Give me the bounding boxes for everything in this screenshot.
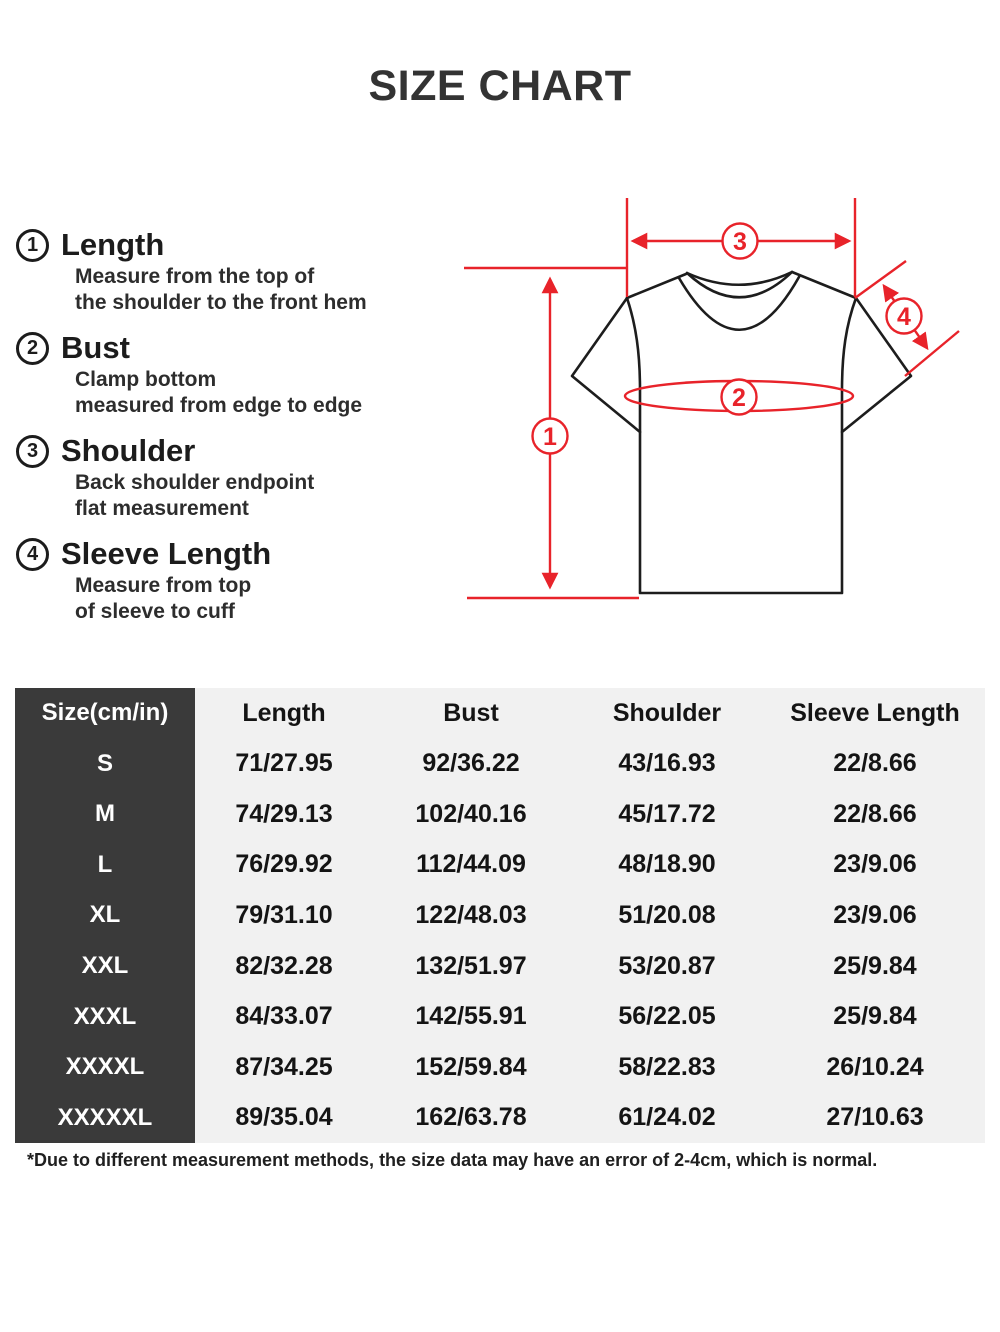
collar-back-arc bbox=[687, 272, 792, 285]
instruction-desc: Clamp bottom measured from edge to edge bbox=[75, 368, 363, 417]
size-cell: XXXXXL bbox=[15, 1092, 195, 1143]
size-cell: XXXXL bbox=[15, 1042, 195, 1093]
body-outline bbox=[627, 298, 856, 593]
instruction-shoulder bbox=[16, 432, 446, 522]
header-cell-sleeve-length: Sleeve Length bbox=[790, 698, 960, 727]
diagram-labels bbox=[533, 224, 922, 454]
table-cell: 76/29.92 bbox=[235, 850, 333, 879]
table-cell: 89/35.04 bbox=[235, 1103, 333, 1132]
page-title: SIZE CHART bbox=[368, 62, 632, 110]
table-cell: 22/8.66 bbox=[833, 749, 917, 778]
table-cell: 26/10.24 bbox=[826, 1052, 924, 1081]
diagram-label-3: 3 bbox=[733, 228, 747, 256]
table-cell: 74/29.13 bbox=[235, 799, 333, 828]
sleeve-lower-line bbox=[905, 331, 959, 376]
circled-number-2: 2 bbox=[16, 332, 49, 365]
table-cell: 27/10.63 bbox=[826, 1103, 924, 1132]
header-cell-size: Size(cm/in) bbox=[15, 688, 195, 739]
table-cell: 22/8.66 bbox=[833, 799, 917, 828]
left-sleeve bbox=[572, 298, 640, 432]
table-cell: 82/32.28 bbox=[235, 951, 333, 980]
table-cell: 112/44.09 bbox=[416, 850, 526, 879]
measurement-disclaimer: *Due to different measurement methods, the size data may have an error of 2-4cm, which is normal. bbox=[27, 1150, 878, 1170]
table-cell: 23/9.06 bbox=[833, 900, 917, 929]
instruction-desc: Measure from top of sleeve to cuff bbox=[75, 574, 252, 623]
instruction-sleeve-length bbox=[16, 535, 446, 625]
size-table bbox=[15, 688, 985, 1143]
header-cell-shoulder: Shoulder bbox=[612, 698, 722, 727]
table-cell: 23/9.06 bbox=[833, 850, 917, 879]
table-cell: 43/16.93 bbox=[618, 749, 716, 778]
tshirt-measurement-diagram bbox=[450, 185, 970, 615]
table-cell: 84/33.07 bbox=[235, 1002, 333, 1031]
table-cell: 25/9.84 bbox=[833, 1002, 917, 1031]
table-cell: 142/55.91 bbox=[415, 1002, 527, 1031]
table-cell: 92/36.22 bbox=[422, 749, 520, 778]
diagram-label-2: 2 bbox=[732, 384, 746, 412]
table-cell: 71/27.95 bbox=[235, 749, 333, 778]
table-cell: 51/20.08 bbox=[618, 900, 716, 929]
table-cell: 25/9.84 bbox=[833, 951, 917, 980]
table-cell: 132/51.97 bbox=[415, 951, 527, 980]
table-cell: 61/24.02 bbox=[618, 1103, 716, 1132]
instruction-name: Bust bbox=[61, 330, 130, 365]
size-cell: XL bbox=[15, 890, 195, 941]
table-cell: 48/18.90 bbox=[618, 850, 716, 879]
table-cell: 58/22.83 bbox=[618, 1052, 716, 1081]
instruction-name: Sleeve Length bbox=[61, 536, 272, 571]
header-cell-bust: Bust bbox=[443, 698, 499, 727]
instruction-bust bbox=[16, 329, 446, 419]
measurement-instructions bbox=[16, 226, 446, 638]
header-cell-length: Length bbox=[242, 698, 326, 727]
instruction-length bbox=[16, 226, 446, 316]
table-cell: 122/48.03 bbox=[415, 900, 527, 929]
diagram-label-1: 1 bbox=[543, 423, 557, 451]
size-cell: M bbox=[15, 789, 195, 840]
size-cell: XXXL bbox=[15, 991, 195, 1042]
table-cell: 102/40.16 bbox=[415, 799, 527, 828]
size-cell: L bbox=[15, 840, 195, 891]
table-cell: 45/17.72 bbox=[618, 799, 716, 828]
diagram-label-4: 4 bbox=[897, 303, 911, 331]
instruction-desc: Measure from the top of the shoulder to the front hem bbox=[75, 265, 367, 314]
table-cell: 53/20.87 bbox=[618, 951, 716, 980]
table-cell: 152/59.84 bbox=[415, 1052, 527, 1081]
sleeve-upper-line bbox=[855, 261, 906, 298]
tshirt-outline bbox=[572, 272, 911, 593]
circled-number-4: 4 bbox=[16, 538, 49, 571]
instruction-desc: Back shoulder endpoint flat measurement bbox=[75, 471, 315, 520]
table-cell: 56/22.05 bbox=[618, 1002, 716, 1031]
size-cell: S bbox=[15, 739, 195, 790]
table-cell: 79/31.10 bbox=[235, 900, 333, 929]
size-cell: XXL bbox=[15, 941, 195, 992]
table-cell: 87/34.25 bbox=[235, 1052, 333, 1081]
instruction-name: Length bbox=[61, 227, 165, 262]
circled-number-1: 1 bbox=[16, 229, 49, 262]
circled-number-3: 3 bbox=[16, 435, 49, 468]
instruction-name: Shoulder bbox=[61, 433, 196, 468]
table-cell: 162/63.78 bbox=[415, 1103, 527, 1132]
